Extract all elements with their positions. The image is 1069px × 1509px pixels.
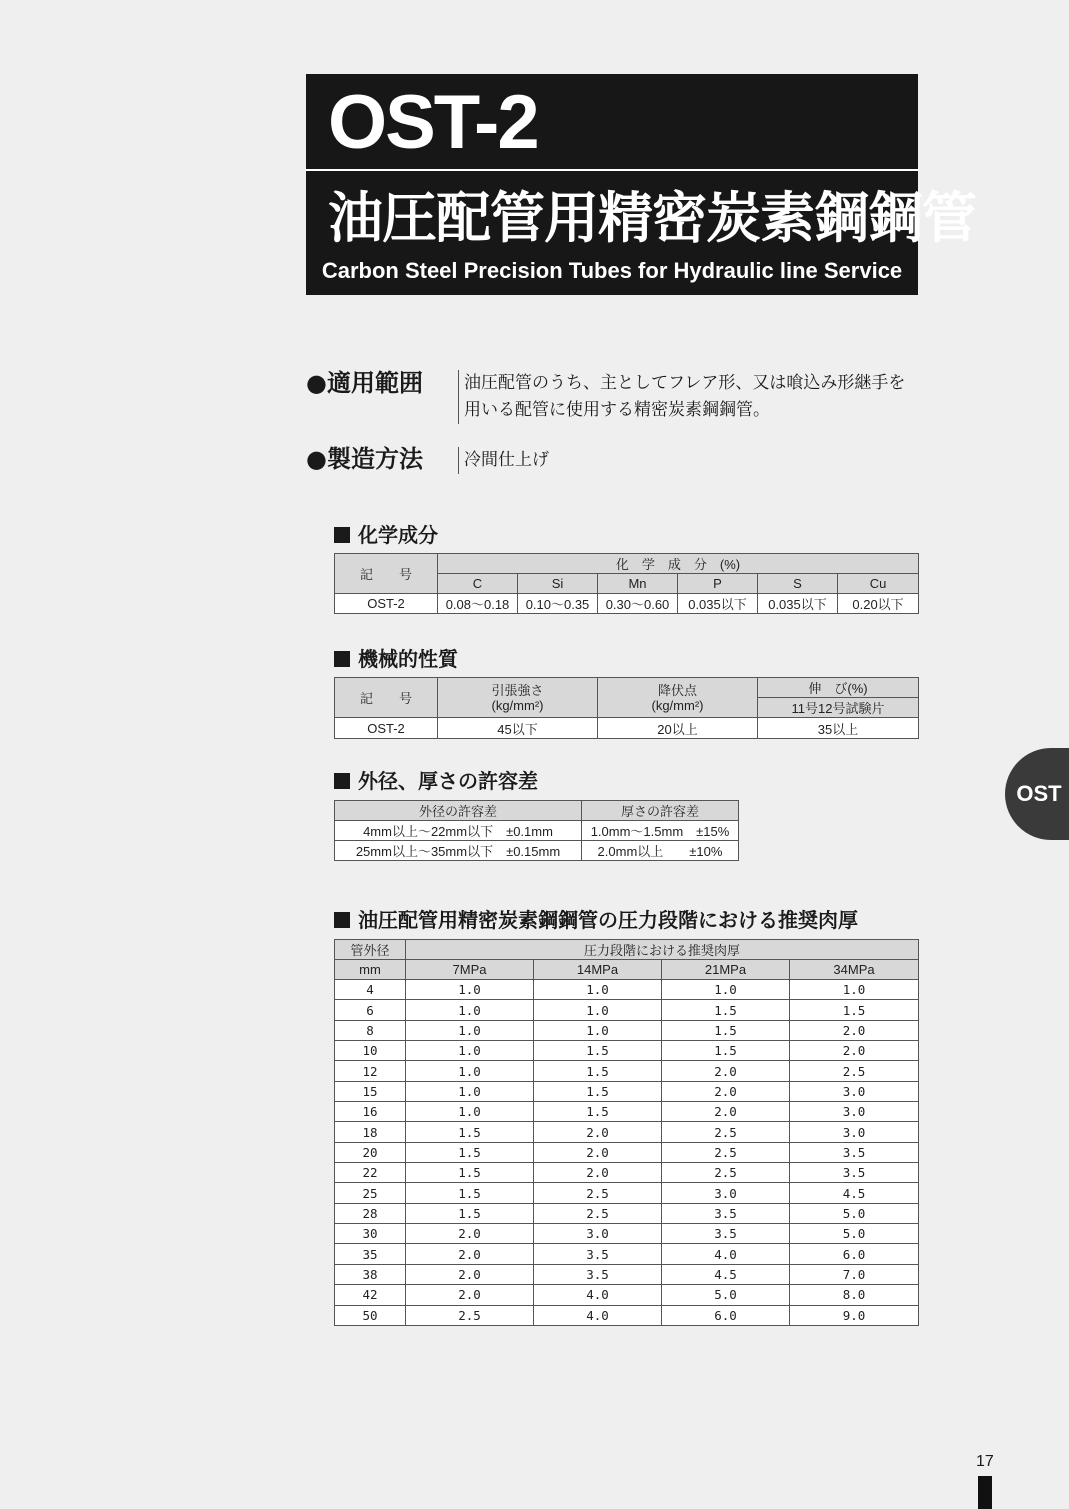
pressure-header: 7MPa	[406, 960, 534, 980]
chem-col-header: P	[678, 574, 758, 594]
wall-thickness-cell: 1.5	[534, 1081, 662, 1101]
outer-diameter-cell: 15	[335, 1081, 406, 1101]
product-code: OST-2	[328, 80, 538, 165]
yield-value: 20以上	[598, 718, 758, 739]
chem-value: 0.30〜0.60	[598, 594, 678, 614]
wall-thickness-cell: 1.5	[406, 1183, 534, 1203]
table-row	[335, 1061, 919, 1081]
wall-thickness-cell: 2.0	[662, 1081, 790, 1101]
wall-thickness-cell: 1.5	[790, 1000, 919, 1020]
table-row	[335, 1122, 919, 1142]
scope-line-1: 油圧配管のうち、主としてフレア形、又は喰込み形継手を	[464, 373, 906, 393]
wall-thickness-cell: 4.5	[662, 1264, 790, 1284]
outer-diameter-cell: 42	[335, 1285, 406, 1305]
wall-thickness-cell: 2.0	[790, 1020, 919, 1040]
outer-diameter-cell: 35	[335, 1244, 406, 1264]
product-title-jp: 油圧配管用精密炭素鋼鋼管	[328, 186, 977, 250]
pressure-header: 34MPa	[790, 960, 919, 980]
wall-thickness-cell: 1.0	[406, 1041, 534, 1061]
elongation-value: 35以上	[758, 718, 919, 739]
wall-thickness-cell: 2.0	[790, 1041, 919, 1061]
wall-thickness-cell: 3.5	[534, 1244, 662, 1264]
od-tolerance: 4mm以上〜22mm以下 ±0.1mm	[335, 821, 582, 841]
wall-thickness-cell: 3.5	[662, 1224, 790, 1244]
wall-thickness-cell: 1.0	[534, 980, 662, 1000]
table-row	[335, 1244, 919, 1264]
square-bullet-icon	[334, 773, 350, 789]
outer-diameter-cell: 12	[335, 1061, 406, 1081]
chem-col-header: C	[438, 574, 518, 594]
chem-col-header: Si	[518, 574, 598, 594]
wall-thickness-cell: 2.0	[662, 1061, 790, 1081]
wall-thickness-cell: 3.5	[534, 1264, 662, 1284]
wall-thickness-cell: 1.0	[406, 1061, 534, 1081]
square-bullet-icon	[334, 912, 350, 928]
yield-header-line1: 降伏点	[657, 682, 697, 698]
outer-diameter-cell: 20	[335, 1142, 406, 1162]
table-row	[335, 980, 919, 1000]
method-text: 冷間仕上げ	[458, 447, 549, 474]
wall-thickness-cell: 1.0	[406, 1020, 534, 1040]
wall-thickness-cell: 9.0	[790, 1305, 919, 1325]
title-block	[306, 74, 977, 295]
method-label: ●製造方法	[306, 445, 423, 473]
wall-thickness-cell: 4.0	[534, 1285, 662, 1305]
od-unit-header: mm	[335, 960, 406, 980]
wall-thickness-cell: 1.5	[662, 1041, 790, 1061]
scope-label: ●適用範囲	[306, 369, 423, 397]
wall-thickness-cell: 5.0	[790, 1224, 919, 1244]
table-row	[335, 1020, 919, 1040]
wall-thickness-cell: 2.0	[406, 1244, 534, 1264]
table-row	[335, 1142, 919, 1162]
chem-value: 0.10〜0.35	[518, 594, 598, 614]
outer-diameter-cell: 30	[335, 1224, 406, 1244]
wall-group-header: 圧力段階における推奨肉厚	[406, 940, 919, 960]
outer-diameter-cell: 16	[335, 1102, 406, 1122]
pressure-header: 21MPa	[662, 960, 790, 980]
od-header: 管外径	[335, 940, 406, 960]
wall-thickness-cell: 2.5	[534, 1203, 662, 1223]
table-row	[335, 1305, 919, 1325]
mech-heading	[334, 646, 458, 672]
wall-thickness-cell: 5.0	[790, 1203, 919, 1223]
table-row	[335, 1183, 919, 1203]
wall-thickness-cell: 1.0	[406, 1081, 534, 1101]
wall-thickness-cell: 3.0	[790, 1102, 919, 1122]
wall-thickness-cell: 2.0	[406, 1264, 534, 1284]
wall-thickness-cell: 2.5	[534, 1183, 662, 1203]
outer-diameter-cell: 6	[335, 1000, 406, 1020]
wall-thickness-cell: 3.0	[790, 1122, 919, 1142]
wall-thickness-cell: 2.5	[662, 1142, 790, 1162]
wall-thickness-cell: 4.0	[534, 1305, 662, 1325]
page-number: 17	[976, 1453, 994, 1470]
tol-heading	[334, 768, 538, 794]
wall-thickness-cell: 1.5	[662, 1020, 790, 1040]
outer-diameter-cell: 8	[335, 1020, 406, 1040]
table-row	[335, 1041, 919, 1061]
wall-thickness-cell: 2.0	[534, 1142, 662, 1162]
wall-thickness-cell: 4.5	[790, 1183, 919, 1203]
square-bullet-icon	[334, 651, 350, 667]
yield-header-line2: (kg/mm²)	[651, 697, 704, 713]
chem-value: 0.08〜0.18	[438, 594, 518, 614]
wall-thickness-cell: 3.5	[790, 1163, 919, 1183]
pressure-header: 14MPa	[534, 960, 662, 980]
mech-table	[334, 677, 919, 739]
outer-diameter-cell: 50	[335, 1305, 406, 1325]
elongation-header: 伸 び(%)	[758, 678, 919, 698]
scope-line-2: 用いる配管に使用する精密炭素鋼鋼管。	[464, 400, 770, 420]
chem-heading-text: 化学成分	[358, 523, 438, 547]
chem-heading	[334, 522, 438, 548]
square-bullet-icon	[334, 527, 350, 543]
tensile-header	[438, 678, 598, 718]
section-tab: OST	[1005, 748, 1069, 840]
chem-symbol-header: 記 号	[335, 554, 438, 594]
wall-thickness-cell: 5.0	[662, 1285, 790, 1305]
outer-diameter-cell: 10	[335, 1041, 406, 1061]
wall-thickness-cell: 1.0	[790, 980, 919, 1000]
yield-header	[598, 678, 758, 718]
wall-thickness-cell: 3.5	[790, 1142, 919, 1162]
wall-thickness-cell: 2.5	[662, 1122, 790, 1142]
table-row	[335, 1264, 919, 1284]
wall-thickness-cell: 2.5	[662, 1163, 790, 1183]
elongation-subheader: 11号12号試験片	[758, 698, 919, 718]
wall-thickness-cell: 2.0	[662, 1102, 790, 1122]
tensile-header-line1: 引張強さ	[491, 682, 544, 698]
outer-diameter-cell: 22	[335, 1163, 406, 1183]
table-row	[335, 718, 919, 739]
mech-symbol: OST-2	[335, 718, 438, 739]
table-row	[335, 1081, 919, 1101]
table-row	[335, 1203, 919, 1223]
page-marker-bar	[978, 1476, 992, 1509]
wall-heading-text: 油圧配管用精密炭素鋼鋼管の圧力段階における推奨肉厚	[358, 908, 858, 932]
chem-col-header: Mn	[598, 574, 678, 594]
chem-col-header: S	[758, 574, 838, 594]
chem-table	[334, 553, 919, 614]
wall-thickness-cell: 1.0	[662, 980, 790, 1000]
tensile-value: 45以下	[438, 718, 598, 739]
chem-col-header: Cu	[838, 574, 919, 594]
outer-diameter-cell: 4	[335, 980, 406, 1000]
wall-thickness-cell: 1.5	[662, 1000, 790, 1020]
wall-thickness-cell: 3.0	[662, 1183, 790, 1203]
wall-thickness-cell: 1.0	[406, 1102, 534, 1122]
table-row	[335, 1285, 919, 1305]
wall-thickness-cell: 1.0	[406, 1000, 534, 1020]
wall-thickness-cell: 4.0	[662, 1244, 790, 1264]
wall-thickness-cell: 2.0	[406, 1224, 534, 1244]
wall-thickness-cell: 6.0	[790, 1244, 919, 1264]
wall-thickness-cell: 1.5	[406, 1122, 534, 1142]
table-row	[335, 1000, 919, 1020]
wall-thickness-cell: 1.5	[534, 1041, 662, 1061]
tensile-header-line2: (kg/mm²)	[491, 697, 544, 713]
outer-diameter-cell: 38	[335, 1264, 406, 1284]
chem-value: 0.035以下	[678, 594, 758, 614]
wall-thickness-cell: 1.5	[406, 1142, 534, 1162]
wall-thickness-cell: 3.5	[662, 1203, 790, 1223]
wall-thickness-cell: 1.5	[534, 1102, 662, 1122]
wall-thickness-cell: 1.0	[534, 1000, 662, 1020]
outer-diameter-cell: 28	[335, 1203, 406, 1223]
wall-thickness-cell: 2.5	[790, 1061, 919, 1081]
table-row	[335, 1102, 919, 1122]
title-divider	[306, 169, 918, 171]
thickness-tolerance: 1.0mm〜1.5mm ±15%	[582, 821, 739, 841]
thickness-tolerance: 2.0mm以上 ±10%	[582, 841, 739, 861]
wall-thickness-cell: 3.0	[534, 1224, 662, 1244]
mech-heading-text: 機械的性質	[358, 647, 458, 671]
chem-value: 0.20以下	[838, 594, 919, 614]
chem-symbol: OST-2	[335, 594, 438, 614]
wall-thickness-cell: 6.0	[662, 1305, 790, 1325]
outer-diameter-cell: 18	[335, 1122, 406, 1142]
wall-thickness-cell: 1.0	[406, 980, 534, 1000]
od-tolerance-header: 外径の許容差	[335, 801, 582, 821]
wall-heading	[334, 907, 858, 933]
wall-thickness-table	[334, 939, 919, 1326]
scope-text	[458, 370, 905, 424]
mech-symbol-header: 記 号	[335, 678, 438, 718]
table-row	[335, 821, 739, 841]
tolerance-table	[334, 800, 739, 861]
wall-thickness-cell: 7.0	[790, 1264, 919, 1284]
wall-thickness-cell: 1.5	[406, 1163, 534, 1183]
wall-thickness-cell: 2.5	[406, 1305, 534, 1325]
wall-thickness-cell: 1.0	[534, 1020, 662, 1040]
product-title-en: Carbon Steel Precision Tubes for Hydraulic line Service	[321, 258, 903, 283]
table-row	[335, 594, 919, 614]
wall-thickness-cell: 8.0	[790, 1285, 919, 1305]
table-row	[335, 841, 739, 861]
tol-heading-text: 外径、厚さの許容差	[358, 769, 538, 793]
table-row	[335, 1224, 919, 1244]
chem-value: 0.035以下	[758, 594, 838, 614]
wall-thickness-cell: 1.5	[406, 1203, 534, 1223]
chem-group-header: 化 学 成 分 (%)	[438, 554, 919, 574]
wall-thickness-cell: 2.0	[534, 1163, 662, 1183]
wall-thickness-cell: 1.5	[534, 1061, 662, 1081]
outer-diameter-cell: 25	[335, 1183, 406, 1203]
table-row	[335, 1163, 919, 1183]
wall-thickness-cell: 3.0	[790, 1081, 919, 1101]
wall-thickness-cell: 2.0	[406, 1285, 534, 1305]
thickness-tolerance-header: 厚さの許容差	[582, 801, 739, 821]
od-tolerance: 25mm以上〜35mm以下 ±0.15mm	[335, 841, 582, 861]
wall-thickness-cell: 2.0	[534, 1122, 662, 1142]
